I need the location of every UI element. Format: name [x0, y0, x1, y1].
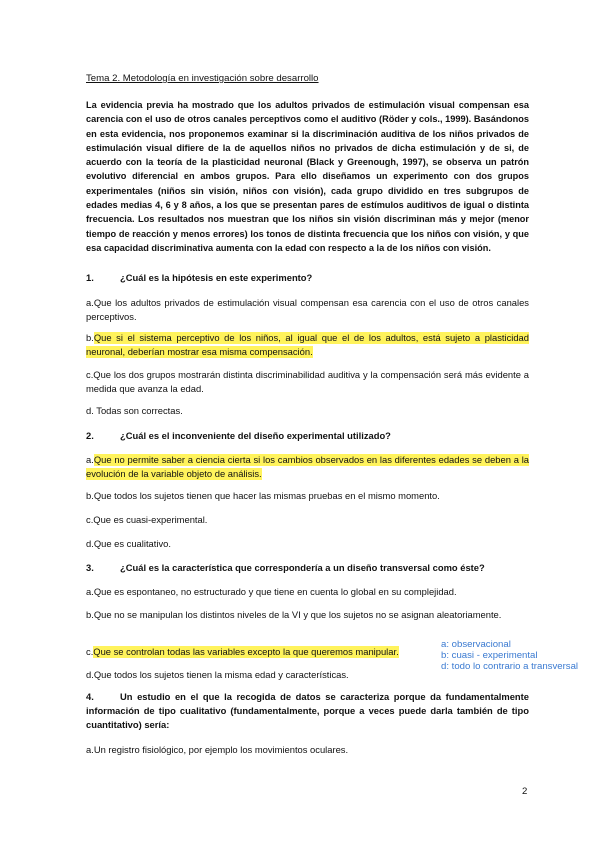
q3-option-c — [86, 645, 436, 659]
option-prefix: d. — [86, 538, 94, 549]
page-number: 2 — [522, 786, 528, 797]
q3-option-b — [86, 608, 529, 622]
option-prefix: c. — [86, 514, 94, 525]
question-number: 2. — [86, 430, 94, 441]
question-text: ¿Cuál es la característica que correspondería a un diseño transversal como éste? — [120, 562, 485, 573]
question-1 — [86, 271, 529, 285]
question-text: ¿Cuál es el inconveniente del diseño experimental utilizado? — [120, 430, 391, 441]
question-number: 3. — [86, 562, 94, 573]
highlighted-answer: Que se controlan todas las variables excepto la que queremos manipular. — [93, 646, 399, 657]
option-text: Que no se manipulan los distintos niveles de la VI y que los sujetos no se asignan aleatoriamente. — [93, 609, 502, 620]
q1-option-a — [86, 296, 529, 324]
document-title: Tema 2. Metodología en investigación sobre desarrollo — [86, 73, 319, 84]
option-prefix: a. — [86, 454, 94, 465]
q1-option-d — [86, 404, 529, 418]
option-text: Que los dos grupos mostrarán distinta discriminabilidad auditiva y la compensación será más evidente a medida que avanza la edad. — [86, 369, 529, 395]
option-prefix: d. — [86, 669, 94, 680]
q4-option-a — [86, 743, 529, 757]
q1-option-b — [86, 331, 529, 359]
option-text: Un registro fisiológico, por ejemplo los movimientos oculares. — [93, 744, 349, 755]
option-prefix: a. — [86, 297, 94, 308]
question-number: 1. — [86, 272, 94, 283]
question-number: 4. — [86, 691, 94, 702]
option-text: Que es cualitativo. — [93, 538, 171, 549]
question-text: ¿Cuál es la hipótesis en este experimento? — [120, 272, 313, 283]
highlighted-answer: Que si el sistema perceptivo de los niños, al igual que el de los adultos, está sujeto a plasticidad neuronal, deberían mostrar esa misma compensación. — [86, 332, 529, 358]
question-text: Un estudio en el que la recogida de datos se caracteriza porque da fundamentalmente información de tipo cualitativo (fundamentalmente, porque a veces puede darla también de tipo cuantitativo) sería: — [86, 691, 529, 731]
q2-option-d — [86, 537, 529, 551]
annotation-note-d: d: todo lo contrario a transversal — [441, 661, 579, 672]
question-2 — [86, 429, 529, 443]
q2-option-c — [86, 513, 529, 527]
question-3 — [86, 561, 529, 575]
q2-option-b — [86, 489, 529, 503]
option-prefix: b. — [86, 609, 94, 620]
option-text: Que es cuasi-experimental. — [93, 514, 208, 525]
option-prefix: a. — [86, 744, 94, 755]
option-text: Que todos los sujetos tienen la misma edad y características. — [93, 669, 349, 680]
option-prefix: b. — [86, 332, 94, 343]
highlighted-answer: Que no permite saber a ciencia cierta si los cambios observados en las diferentes edades se deben a la evolución de la variable objeto de análisis. — [86, 454, 529, 480]
annotation-note-b: b: cuasi - experimental — [441, 650, 538, 661]
option-prefix: c. — [86, 369, 94, 380]
q3-option-a — [86, 585, 529, 599]
option-prefix: a. — [86, 586, 94, 597]
option-text: Que los adultos privados de estimulación visual compensan esa carencia con el uso de otros canales perceptivos. — [86, 297, 529, 323]
option-text: Todas son correctas. — [96, 405, 183, 416]
intro-paragraph: La evidencia previa ha mostrado que los adultos privados de estimulación visual compensan esa carencia con el uso de otros canales perceptivos como el auditivo (Röder y cols., 1999). Basándonos en esta evidencia, nos proponemos examinar si la discriminación auditiva de los niños privados de estimulación visual difiere de la de aquellos niños no privados de dicha estimulación y de si, de acuerdo con la teoría de la plasticidad neuronal (Black y Greenough, 1997), se observa un patrón evolutivo diferencial en ambos grupos. Para ello diseñamos un experimento con dos grupos experimentales (niños sin visión, niños con visión), cada grupo dividido en tres subgrupos de edades medias 4, 6 y 8 años, a los que se presentan pares de estímulos auditivos de igual o distinta frecuencia. Los resultados nos muestran que los niños sin visión discriminan más y mejor (menor tiempo de reacción y menos errores) los tonos de distinta frecuencia que los niños con visión, y que esa capacidad discriminativa aumenta con la edad con respecto a la de los niños con visión. — [86, 100, 529, 253]
option-prefix: b. — [86, 490, 94, 501]
option-text: Que todos los sujetos tienen que hacer las mismas pruebas en el mismo momento. — [93, 490, 440, 501]
question-4 — [86, 690, 529, 733]
q1-option-c — [86, 368, 529, 396]
annotation-note-a: a: observacional — [441, 639, 511, 650]
q2-option-a — [86, 453, 529, 481]
option-prefix: c. — [86, 646, 94, 657]
option-text: Que es espontaneo, no estructurado y que tiene en cuenta lo global en su complejidad. — [93, 586, 457, 597]
option-prefix: d. — [86, 405, 94, 416]
